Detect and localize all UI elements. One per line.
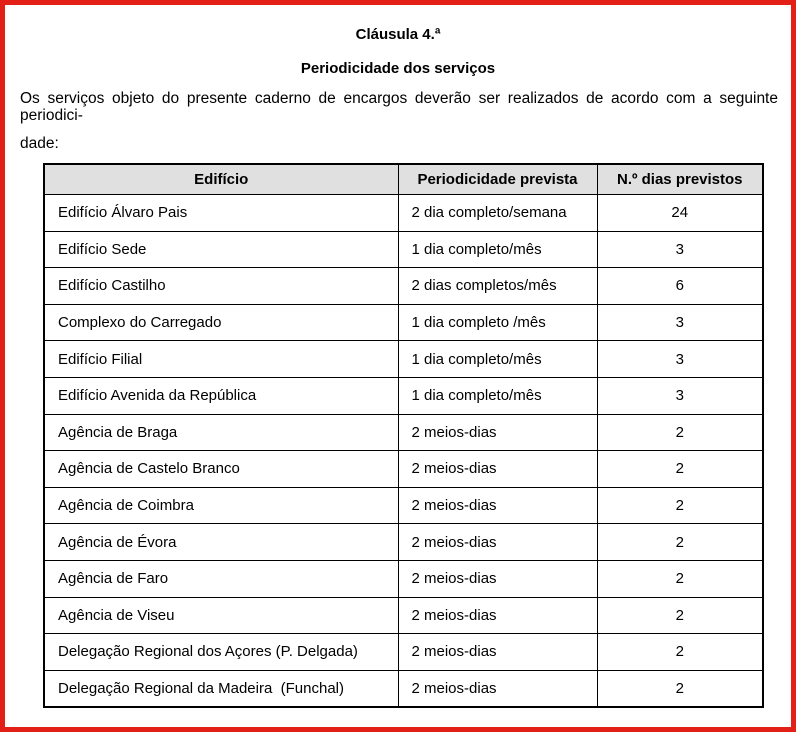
table-row (44, 597, 763, 634)
cell-edificio: Agência de Évora (44, 524, 398, 561)
cell-edificio: Edifício Álvaro Pais (44, 195, 398, 232)
cell-edificio: Agência de Castelo Branco (44, 451, 398, 488)
cell-edificio: Agência de Viseu (44, 597, 398, 634)
cell-dias: 3 (597, 231, 763, 268)
services-periodicity-table (43, 163, 764, 708)
cell-periodicidade: 1 dia completo/mês (398, 377, 597, 414)
cell-periodicidade: 1 dia completo/mês (398, 341, 597, 378)
paragraph-line-1: Os serviços objeto do presente caderno de encargos deverão ser realizados de acordo com a seguinte periodici- (20, 90, 778, 124)
cell-periodicidade: 2 meios-dias (398, 670, 597, 707)
cell-periodicidade: 2 dias completos/mês (398, 268, 597, 305)
cell-dias: 2 (597, 560, 763, 597)
cell-edificio: Agência de Faro (44, 560, 398, 597)
cell-dias: 24 (597, 195, 763, 232)
column-header-edificio: Edifício (44, 164, 398, 195)
table-row (44, 195, 763, 232)
cell-dias: 2 (597, 414, 763, 451)
column-header-dias: N.º dias previstos (597, 164, 763, 195)
cell-dias: 2 (597, 597, 763, 634)
cell-dias: 2 (597, 524, 763, 561)
cell-periodicidade: 2 meios-dias (398, 597, 597, 634)
cell-dias: 2 (597, 487, 763, 524)
cell-dias: 6 (597, 268, 763, 305)
cell-periodicidade: 2 meios-dias (398, 414, 597, 451)
table-header-row (44, 164, 763, 195)
cell-periodicidade: 2 meios-dias (398, 560, 597, 597)
cell-dias: 3 (597, 377, 763, 414)
cell-dias: 3 (597, 341, 763, 378)
cell-dias: 2 (597, 634, 763, 671)
cell-periodicidade: 2 meios-dias (398, 524, 597, 561)
cell-edificio: Agência de Coimbra (44, 487, 398, 524)
cell-edificio: Edifício Castilho (44, 268, 398, 305)
cell-periodicidade: 2 dia completo/semana (398, 195, 597, 232)
cell-dias: 2 (597, 451, 763, 488)
cell-edificio: Edifício Sede (44, 231, 398, 268)
cell-edificio: Complexo do Carregado (44, 304, 398, 341)
clause-title: Cláusula 4.ª (355, 26, 441, 43)
cell-edificio: Delegação Regional dos Açores (P. Delgada) (44, 634, 398, 671)
cell-edificio: Edifício Filial (44, 341, 398, 378)
cell-edificio: Edifício Avenida da República (44, 377, 398, 414)
cell-dias: 3 (597, 304, 763, 341)
table-row (44, 341, 763, 378)
table-row (44, 451, 763, 488)
table-row (44, 377, 763, 414)
paragraph-line-2: dade: (20, 135, 59, 152)
cell-periodicidade: 1 dia completo/mês (398, 231, 597, 268)
cell-edificio: Delegação Regional da Madeira (Funchal) (44, 670, 398, 707)
table-row (44, 268, 763, 305)
table-row (44, 524, 763, 561)
cell-periodicidade: 2 meios-dias (398, 451, 597, 488)
cell-periodicidade: 2 meios-dias (398, 634, 597, 671)
table-row (44, 560, 763, 597)
table-row (44, 304, 763, 341)
table-row (44, 231, 763, 268)
cell-dias: 2 (597, 670, 763, 707)
column-header-periodicidade: Periodicidade prevista (398, 164, 597, 195)
table-row (44, 670, 763, 707)
table-row (44, 634, 763, 671)
table-row (44, 487, 763, 524)
cell-edificio: Agência de Braga (44, 414, 398, 451)
cell-periodicidade: 1 dia completo /mês (398, 304, 597, 341)
cell-periodicidade: 2 meios-dias (398, 487, 597, 524)
table-row (44, 414, 763, 451)
clause-subtitle: Periodicidade dos serviços (300, 60, 496, 77)
